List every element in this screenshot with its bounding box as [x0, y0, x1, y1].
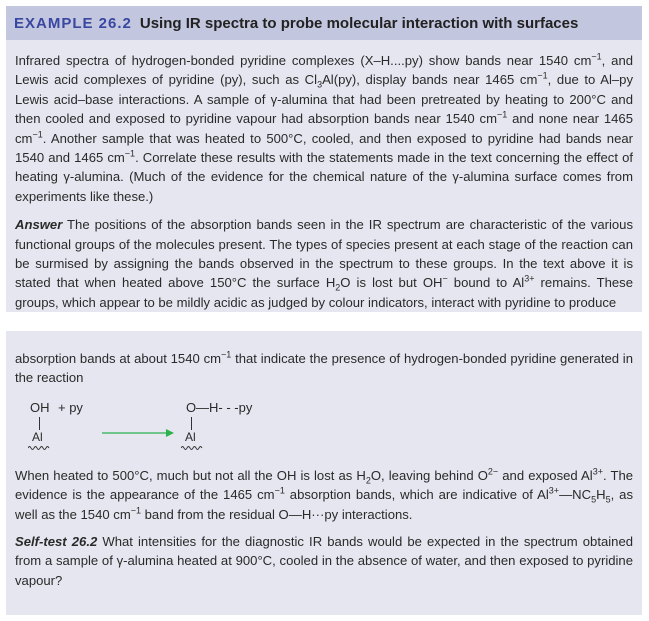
answer-text: The positions of the absorption bands seen in the IR spectrum are characteristic of the various functional groups of the molecules present. The types of species present at each stage of the reaction can be surmised by assigning the bands observed in the spectrum to these groups. In the text above it is stated that when heated above 150°C the surface H — [15, 217, 633, 291]
reaction-arrow — [102, 428, 176, 438]
superscript: −1 — [124, 148, 136, 159]
problem-text: , and Lewis acid complexes of pyridine (py), such as Cl — [15, 53, 634, 88]
heated-text: band from the residual O—H···py interactions. — [141, 506, 413, 522]
heated-text: . The evidence is the appearance of the 1465 cm — [15, 467, 634, 503]
example-panel-top — [6, 6, 642, 312]
heated-text: and exposed Al — [498, 467, 593, 483]
subscript: 5 — [605, 494, 611, 505]
superscript: −1 — [274, 485, 285, 496]
problem-text: Infrared spectra of hydrogen-bonded pyridine complexes (X–H....py) show bands near 1540 cm — [15, 53, 592, 68]
superscript: 2− — [487, 466, 499, 477]
superscript: −1 — [496, 109, 508, 120]
problem-text: and none near 1465 cm — [15, 111, 633, 146]
product-al: Al — [185, 429, 196, 444]
superscript: −1 — [537, 71, 548, 82]
superscript: −1 — [130, 505, 141, 516]
answer-text: remains. These groups, which appear to be mildly acidic as judged by colour indicators, interact with pyridine to produce — [15, 275, 633, 310]
self-test-paragraph — [6, 524, 642, 590]
example-label: EXAMPLE 26.2 — [14, 14, 132, 32]
problem-paragraph — [6, 40, 642, 206]
superscript: −1 — [32, 129, 43, 140]
superscript: 3+ — [548, 485, 560, 496]
example-panel-bottom — [6, 331, 642, 615]
answer-text: bound to Al — [447, 275, 525, 291]
example-title: Using IR spectra to probe molecular interaction with surfaces — [139, 14, 579, 32]
subscript: 2 — [365, 475, 371, 486]
heated-text: —NC — [559, 487, 592, 503]
problem-text: . Correlate these results with the statements made in the text concerning the effect of heating γ-alumina. (Much of the evidence for the chemical nature of the γ-alumina surface comes from experiments like these.) — [15, 150, 633, 204]
superscript: 3+ — [524, 274, 535, 285]
example-title-bar — [6, 6, 642, 40]
subscript: 5 — [591, 494, 597, 505]
answer-paragraph — [6, 206, 642, 312]
heated-text: O, leaving behind O — [370, 467, 488, 483]
reactant-al: Al — [32, 429, 43, 444]
problem-text: , due to Al–py Lewis acid–base interactions. A sample of γ-alumina that had been pretreated by heating to 200°C and then cooled and exposed to pyridine vapour had absorption bands near 1540 cm — [15, 72, 633, 127]
continuation-paragraph — [6, 331, 642, 388]
superscript: −1 — [221, 349, 232, 360]
continuation-text: that indicate the presence of hydrogen-bonded pyridine generated in the reaction — [15, 351, 634, 386]
subscript: 3 — [317, 80, 323, 91]
reactant-plus-py: + py — [58, 399, 83, 415]
superscript: −1 — [591, 51, 602, 62]
reaction-scheme — [6, 390, 642, 466]
product-bond-line — [191, 417, 192, 430]
heated-text: absorption bands, which are indicative of Al — [284, 487, 549, 503]
heated-text: H — [596, 487, 606, 503]
product-hbond: —H- - -py — [196, 399, 253, 415]
reactant-bond-line — [39, 417, 40, 430]
answer-label: Answer — [15, 217, 63, 233]
superscript: − — [442, 274, 448, 285]
continuation-text: absorption bands at about 1540 cm — [15, 351, 222, 366]
answer-text: O is lost but OH — [340, 275, 443, 291]
self-test-text: What intensities for the diagnostic IR bands would be expected in the spectrum obtained from a sample of γ-alumina heated at 900°C, cooled in the absence of water, and then exposed to pyridine vapour? — [15, 534, 634, 588]
heated-text: , as well as the 1540 cm — [15, 487, 633, 522]
product-o: O — [186, 399, 197, 415]
self-test-label: Self-test 26.2 — [15, 534, 98, 550]
heated-paragraph — [6, 466, 642, 524]
product-surface-squiggle — [181, 445, 203, 451]
superscript: 3+ — [592, 466, 603, 477]
heated-text: When heated to 500°C, much but not all the OH is lost as H — [15, 467, 366, 483]
reactant-oh: OH — [30, 399, 50, 415]
reactant-surface-squiggle — [28, 445, 50, 451]
subscript: 2 — [335, 283, 341, 294]
problem-text: Al(py), display bands near 1465 cm — [322, 72, 538, 88]
problem-text: . Another sample that was heated to 500°C, cooled, and then exposed to pyridine had bands near 1540 and 1465 cm — [15, 130, 633, 166]
